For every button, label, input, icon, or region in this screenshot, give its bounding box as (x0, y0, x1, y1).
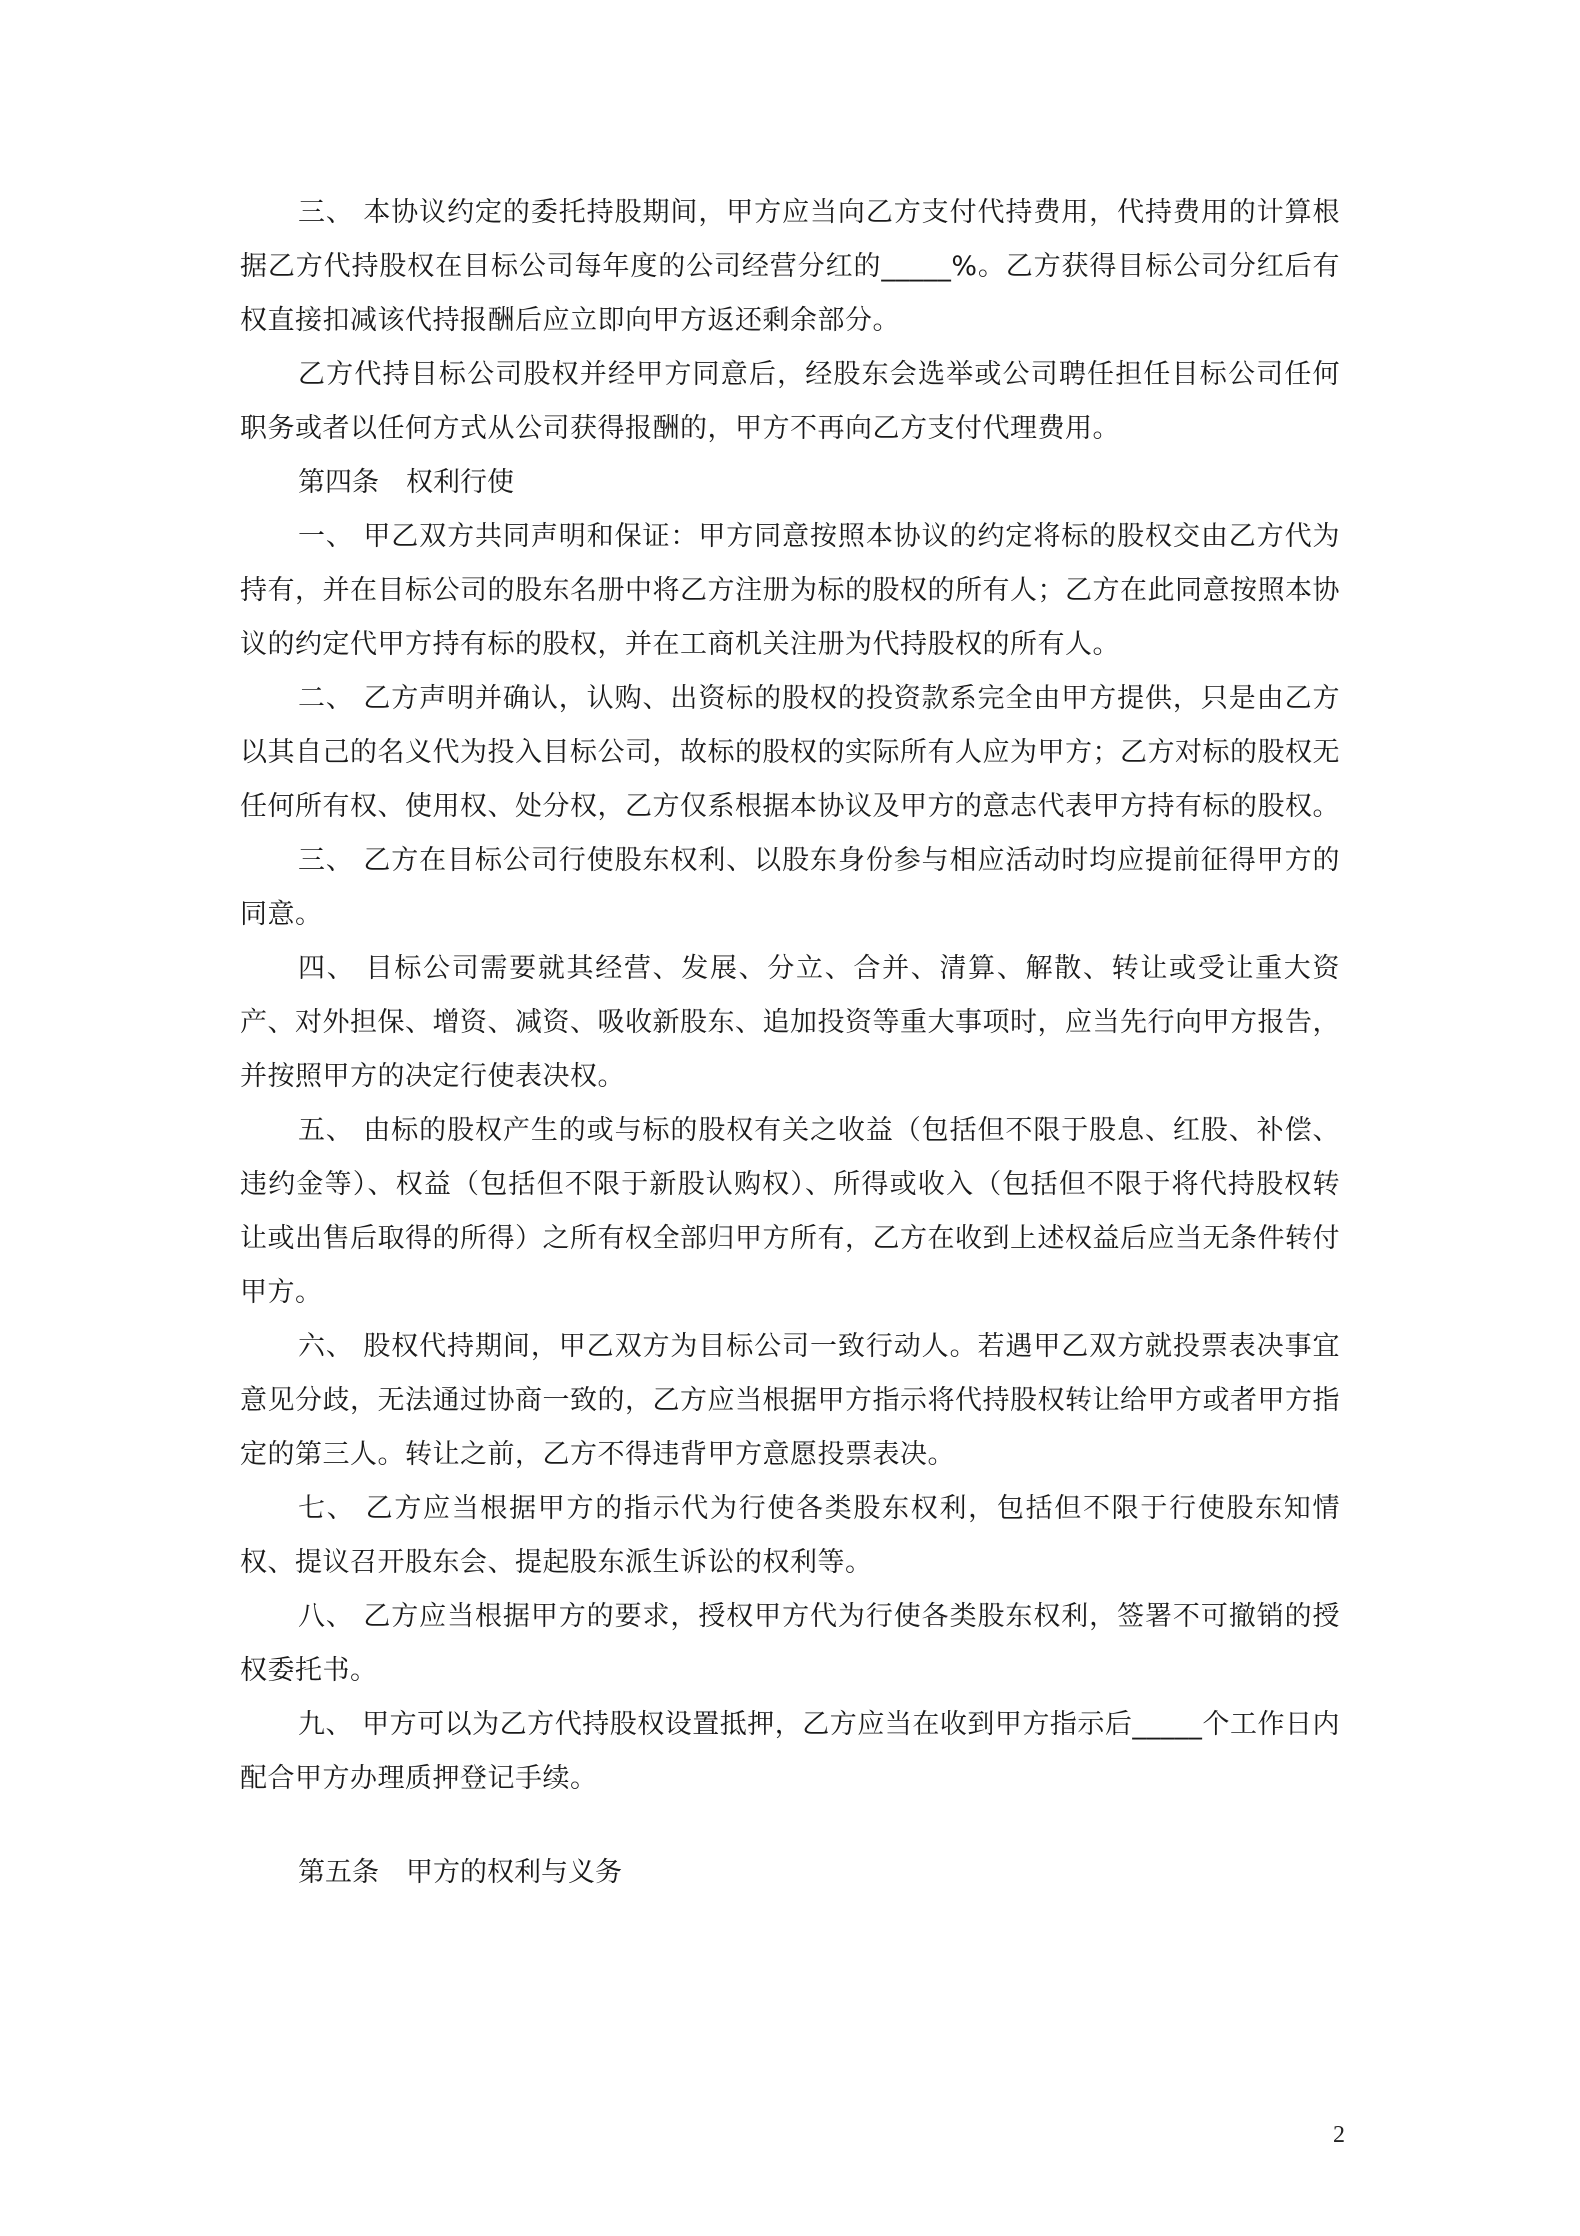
article-4-clause-1: 一、 甲乙双方共同声明和保证：甲方同意按照本协议的约定将标的股权交由乙方代为持有，并在目标公司的股东名册中将乙方注册为标的股权的所有人；乙方在此同意按照本协议的约定代甲方持有标的股权，并在工商机关注册为代持股权的所有人。 (240, 521, 1340, 660)
article-4-clause-2: 二、 乙方声明并确认，认购、出资标的股权的投资款系完全由甲方提供，只是由乙方以其自己的名义代为投入目标公司，故标的股权的实际所有人应为甲方；乙方对标的股权无任何所有权、使用权、处分权，乙方仅系根据本协议及甲方的意志代表甲方持有标的股权。 (240, 683, 1340, 822)
paragraph-no-agency-fee: 乙方代持目标公司股权并经甲方同意后，经股东会选举或公司聘任担任目标公司任何职务或者以任何方式从公司获得报酬的，甲方不再向乙方支付代理费用。 (240, 359, 1340, 444)
article-4-clause-6: 六、 股权代持期间，甲乙双方为目标公司一致行动人。若遇甲乙双方就投票表决事宜意见分歧，无法通过协商一致的，乙方应当根据甲方指示将代持股权转让给甲方或者甲方指定的第三人。转让之前，乙方不得违背甲方意愿投票表决。 (240, 1331, 1340, 1470)
article-4-clause-8: 八、 乙方应当根据甲方的要求，授权甲方代为行使各类股东权利，签署不可撤销的授权委托书。 (240, 1601, 1340, 1686)
article-4-heading: 第四条 权利行使 (298, 467, 514, 498)
document-body (240, 186, 1340, 1900)
article-4-clause-3: 三、 乙方在目标公司行使股东权利、以股东身份参与相应活动时均应提前征得甲方的同意。 (240, 845, 1340, 930)
article-4-clause-7: 七、 乙方应当根据甲方的指示代为行使各类股东权利，包括但不限于行使股东知情权、提议召开股东会、提起股东派生诉讼的权利等。 (240, 1493, 1340, 1578)
article-4-clause-5: 五、 由标的股权产生的或与标的股权有关之收益（包括但不限于股息、红股、补偿、违约金等）、权益（包括但不限于新股认购权）、所得或收入（包括但不限于将代持股权转让或出售后取得的所得）之所有权全部归甲方所有，乙方在收到上述权益后应当无条件转付甲方。 (240, 1115, 1340, 1308)
page-number: 2 (1333, 2122, 1345, 2148)
section-spacer (240, 1806, 1340, 1846)
article-5-heading: 第五条 甲方的权利与义务 (298, 1857, 622, 1888)
article-4-clause-4: 四、 目标公司需要就其经营、发展、分立、合并、清算、解散、转让或受让重大资产、对外担保、增资、减资、吸收新股东、追加投资等重大事项时，应当先行向甲方报告，并按照甲方的决定行使表决权。 (240, 953, 1340, 1092)
paragraph-fee-clause-3: 三、 本协议约定的委托持股期间，甲方应当向乙方支付代持费用，代持费用的计算根据乙方代持股权在目标公司每年度的公司经营分红的_____%。乙方获得目标公司分红后有权直接扣减该代持报酬后应立即向甲方返还剩余部分。 (240, 197, 1340, 336)
article-4-clause-9: 九、 甲方可以为乙方代持股权设置抵押，乙方应当在收到甲方指示后_____个工作日内配合甲方办理质押登记手续。 (240, 1709, 1340, 1794)
